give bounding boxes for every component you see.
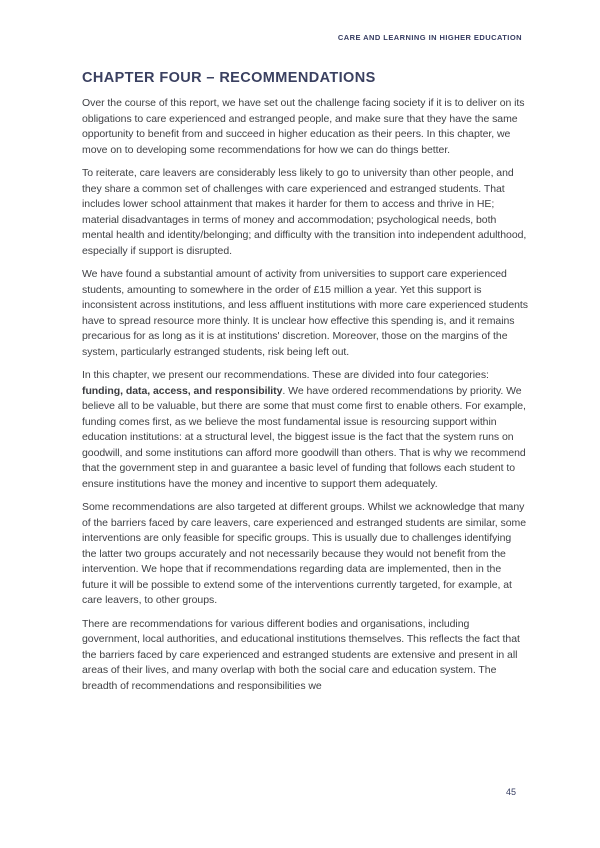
paragraph: [82, 166, 528, 259]
page-number: 45: [505, 787, 516, 797]
running-header: CARE AND LEARNING IN HIGHER EDUCATION: [337, 33, 522, 42]
paragraph: [82, 617, 528, 695]
text-segment: We have found a substantial amount of activity from universities to support care experienced students, amounting to somewhere in the order of £15 million a year. Yet this support is inconsistent across institutions, and less affluent institutions with more care experienced students have to spread resource more thinly. It is unclear how effective this spending is, and it remains precarious for as long as it is at institutions' discretion. Moreover, those on the margins of the system, particularly estranged students, risk being left out.: [82, 268, 528, 358]
paragraph: [82, 96, 528, 158]
text-segment: Over the course of this report, we have set out the challenge facing society if it is to deliver on its obligations to care experienced and estranged people, and make sure that they have the same opportunity to benefit from and succeed in higher education as their peers. In this chapter, we move on to developing some recommendations for how we can do things better.: [82, 97, 525, 156]
text-segment: There are recommendations for various different bodies and organisations, including government, local authorities, and educational institutions themselves. This reflects the fact that the barriers faced by care experienced and estranged students are extensive and present in all areas of their lives, and many overlap with both the social care and education system. The breadth of recommendations and responsibilities we: [82, 617, 520, 692]
bold-text-segment: funding, data, access, and responsibility: [82, 384, 283, 397]
paragraph: [82, 368, 528, 492]
body-text: [82, 96, 528, 702]
text-segment: To reiterate, care leavers are considerably less likely to go to university than other people, and they share a common set of challenges with care experienced and estranged students. That includes lower school attainment that makes it harder for them to access and thrive in HE; material disadvantages in terms of money and accommodation; psychological needs, both mental health and identity/belonging; and difficulty with the transition into independent adulthood, especially if support is disrupted.: [82, 167, 527, 257]
text-segment: Some recommendations are also targeted at different groups. Whilst we acknowledge that many of the barriers faced by care leavers, care experienced and estranged students are similar, some interventions are only feasible for specific groups. This is usually due to challenges identifying the latter two groups accurately and not necessarily because they would not benefit from the intervention. We hope that if recommendations regarding data are implemented, then in the future it will be possible to extend some of the interventions currently targeted, for example, at care leavers, to other groups.: [82, 501, 527, 606]
paragraph: [82, 267, 528, 360]
chapter-title: CHAPTER FOUR – RECOMMENDATIONS: [82, 70, 376, 86]
text-segment: . We have ordered recommendations by priority. We believe all to be valuable, but there are some that must come first to enable others. For example, funding comes first, as we believe the most fundamental issue is resourcing support within education institutions: at a structural level, the biggest issue is the fact that the system runs on goodwill, and some institutions can afford more goodwill than others. That is why we recommend that the government step in and guarantee a basic level of funding that follows each student to ensure institutions have the money and incentive to support them adequately.: [82, 384, 526, 490]
paragraph: [82, 500, 528, 609]
text-segment: In this chapter, we present our recommendations. These are divided into four categories:: [82, 369, 489, 381]
